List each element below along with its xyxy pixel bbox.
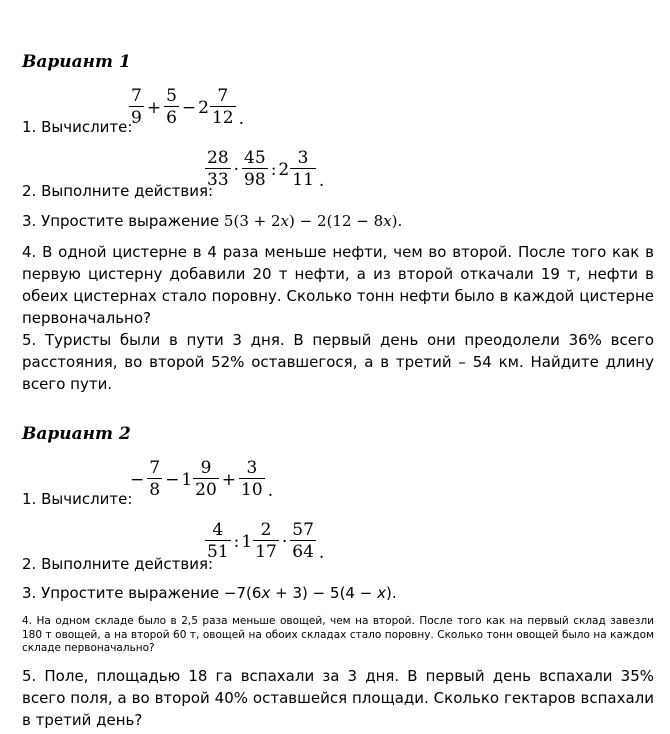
fraction (290, 148, 316, 191)
variant-1-task-1-label: 1. Вычислите: (22, 118, 133, 136)
variant-1-task-4: 4. В одной цистерне в 4 раза меньше нефти, чем во второй. После того как в первую цистерну добавили 20 т нефти, а из второй откачали 19 т, нефти в обеих цистернах стало поровну. Сколько тонн нефти было в каждой цистерне первоначально? (22, 243, 654, 327)
numerator: 2 (260, 520, 272, 540)
operator: − (181, 97, 197, 118)
fraction (239, 458, 265, 501)
numerator: 28 (207, 148, 229, 168)
variant-2-task-2-label: 2. Выполните действия: (22, 555, 214, 573)
fraction (164, 86, 179, 129)
expression-end: . (318, 171, 325, 191)
variant-1-task-2-expression (204, 148, 324, 191)
expression-end: . (267, 481, 274, 501)
denominator: 12 (211, 108, 234, 128)
task-3-label: 3. Упростите выражение (22, 212, 220, 230)
fraction (253, 520, 279, 563)
variant-2-heading: Вариант 2 (22, 424, 131, 444)
variant-2-task-5: 5. Поле, площадью 18 га вспахали за 3 дня. В первый день вспахали 35% всего поля, а во второй 40% оставшейся площади. Сколько гектаров вспахали в третий день? (22, 667, 654, 729)
operator: : (270, 159, 277, 180)
variant-1-task-5: 5. Туристы были в пути 3 дня. В первый день они преодолели 36% всего расстояния, во второй 52% оставшегося, а в третий – 54 км. Найдите длину всего пути. (22, 331, 654, 393)
fraction (205, 520, 231, 563)
operator: − (165, 469, 180, 490)
fraction (193, 458, 219, 501)
operator: + (221, 469, 237, 490)
numerator: 5 (166, 86, 177, 106)
operator: · (281, 531, 288, 552)
fraction (242, 148, 268, 191)
numerator: 3 (246, 458, 258, 478)
denominator: 9 (131, 108, 142, 128)
variant-2-task-1-label: 1. Вычислите: (22, 490, 133, 508)
variant-2-task-4: 4. На одном складе было в 2,5 раза меньше овощей, чем на второй. После того как на первый склад завезли 180 т овощей, а на второй 60 т, овощей на обоих складах стало поровну. Сколько тонн овощей было на каждом складе первоначально? (22, 615, 654, 654)
operator: − (130, 469, 145, 490)
fraction (210, 86, 236, 129)
variant-1-task-1-expression (128, 86, 244, 129)
denominator: 17 (255, 542, 277, 562)
variant-1-task-2-label: 2. Выполните действия: (22, 182, 214, 200)
expression-end: . (238, 109, 245, 129)
denominator: 51 (207, 542, 229, 562)
numerator: 57 (292, 520, 314, 540)
denominator: 33 (207, 170, 229, 190)
variant-1-task-3 (22, 210, 402, 232)
fraction (147, 458, 162, 501)
variant-2-task-2-expression (204, 520, 324, 563)
fraction (205, 148, 231, 191)
numerator: 45 (244, 148, 266, 168)
numerator: 4 (212, 520, 224, 540)
variant-1-heading: Вариант 1 (22, 52, 131, 72)
task-3-label: 3. Упростите выражение (22, 584, 220, 602)
numerator: 7 (131, 86, 142, 106)
expression-end: . (318, 543, 325, 563)
numerator: 3 (297, 148, 309, 168)
numerator: 9 (200, 458, 212, 478)
fraction (290, 520, 316, 563)
task-3-expression: 5(3 + 2x) − 2(12 − 8x). (223, 212, 403, 230)
denominator: 98 (244, 170, 266, 190)
whole-part: 2 (278, 159, 290, 180)
variant-2-task-1-expression (128, 458, 273, 501)
denominator: 6 (166, 108, 177, 128)
whole-part: 2 (198, 97, 209, 118)
denominator: 10 (241, 480, 263, 500)
fraction (129, 86, 144, 129)
denominator: 8 (149, 480, 161, 500)
whole-part: 1 (241, 531, 253, 552)
numerator: 7 (149, 458, 161, 478)
operator: : (233, 531, 240, 552)
task-3-expression: −7(6x + 3) − 5(4 − x). (223, 584, 397, 602)
numerator: 7 (217, 86, 229, 106)
denominator: 20 (195, 480, 217, 500)
denominator: 64 (292, 542, 314, 562)
whole-part: 1 (181, 469, 193, 490)
variant-2-task-3 (22, 582, 397, 604)
operator: + (146, 97, 162, 118)
operator: · (233, 159, 240, 180)
denominator: 11 (292, 170, 314, 190)
